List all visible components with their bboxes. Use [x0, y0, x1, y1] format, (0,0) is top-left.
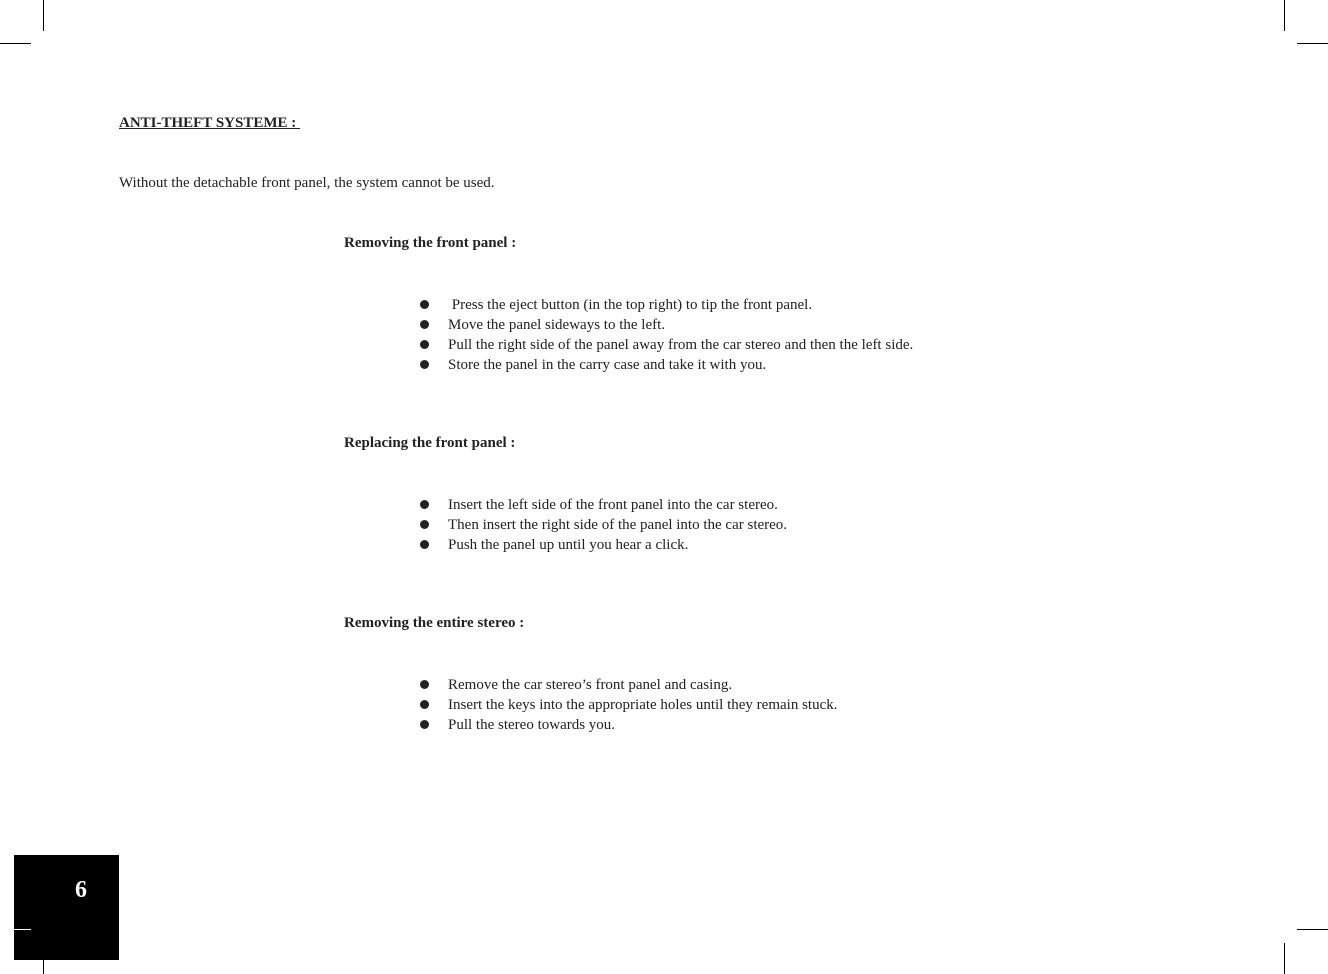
page-number: 6 — [75, 877, 87, 903]
section-heading-removing-front-panel: Removing the front panel : — [344, 235, 517, 251]
list-item-text: Insert the left side of the front panel into the car stereo. — [448, 497, 778, 513]
crop-mark-bottom-left-horizontal — [0, 929, 31, 930]
list-item — [418, 715, 837, 735]
intro-text: Without the detachable front panel, the system cannot be used. — [119, 175, 495, 191]
list-item-text: Then insert the right side of the panel into the car stereo. — [448, 517, 788, 533]
bullet-list-replacing-front-panel — [418, 495, 787, 555]
bullet-icon — [420, 340, 429, 349]
bullet-icon — [420, 520, 429, 529]
crop-mark-bottom-right-horizontal — [1297, 929, 1328, 930]
list-item-text: Pull the right side of the panel away from the car stereo and then the left side. — [448, 337, 914, 353]
list-item — [418, 335, 913, 355]
crop-mark-top-right-horizontal — [1297, 43, 1328, 44]
bullet-icon — [420, 320, 429, 329]
bullet-list-removing-front-panel — [418, 295, 913, 375]
bullet-list-removing-entire-stereo — [418, 675, 837, 735]
crop-mark-top-left-vertical — [43, 0, 44, 31]
bullet-icon — [420, 360, 429, 369]
list-item-text: Press the eject button (in the top right) to tip the front panel. — [448, 297, 813, 313]
list-item — [418, 535, 787, 555]
list-item — [418, 675, 837, 695]
list-item — [418, 315, 913, 335]
list-item-text: Push the panel up until you hear a click. — [448, 537, 689, 553]
list-item-text: Insert the keys into the appropriate holes until they remain stuck. — [448, 697, 838, 713]
list-item-text: Move the panel sideways to the left. — [448, 317, 666, 333]
crop-mark-top-right-vertical — [1284, 0, 1285, 31]
list-item — [418, 495, 787, 515]
crop-mark-bottom-right-vertical — [1284, 943, 1285, 974]
bullet-icon — [420, 540, 429, 549]
page-number-box — [14, 855, 119, 960]
bullet-icon — [420, 300, 429, 309]
bullet-icon — [420, 720, 429, 729]
section-heading-replacing-front-panel: Replacing the front panel : — [344, 435, 516, 451]
section-heading-removing-entire-stereo: Removing the entire stereo : — [344, 615, 525, 631]
bullet-icon — [420, 680, 429, 689]
crop-mark-bottom-left-vertical — [43, 943, 44, 974]
bullet-icon — [420, 500, 429, 509]
bullet-icon — [420, 700, 429, 709]
list-item-text: Store the panel in the carry case and take it with you. — [448, 357, 767, 373]
crop-mark-top-left-horizontal — [0, 43, 31, 44]
list-item-text: Pull the stereo towards you. — [448, 717, 616, 733]
list-item — [418, 515, 787, 535]
list-item — [418, 695, 837, 715]
list-item-text: Remove the car stereo’s front panel and casing. — [448, 677, 733, 693]
list-item — [418, 295, 913, 315]
list-item — [418, 355, 913, 375]
page-title: ANTI-THEFT SYSTEME : — [119, 115, 301, 131]
